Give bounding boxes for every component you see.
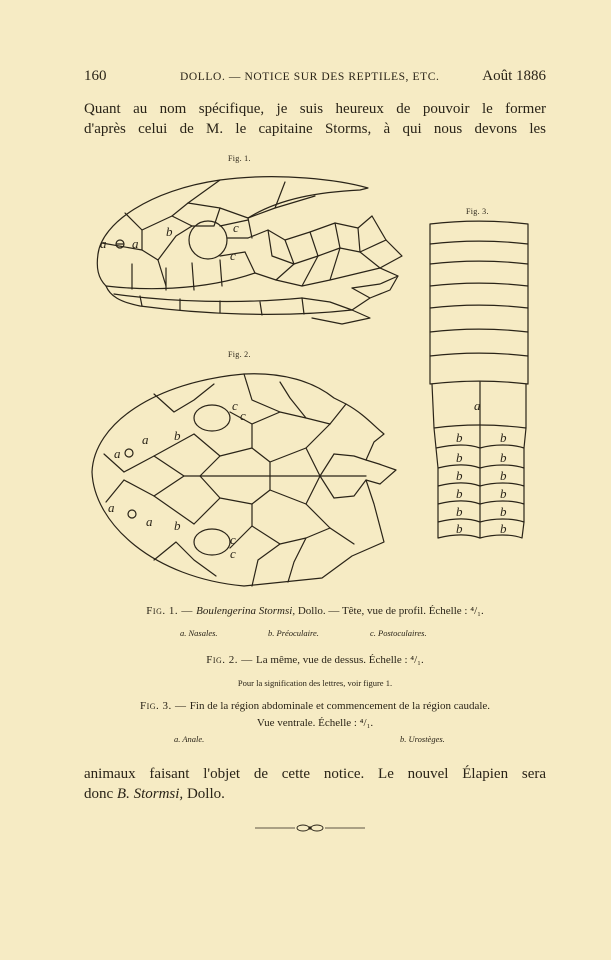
paragraph-bottom-line-1: animaux faisant l'objet de cette notice. Le nouvel Élapien sera: [84, 766, 546, 782]
fig3-letter-b12: b: [500, 521, 507, 536]
fig1-letter-b: b: [166, 224, 173, 239]
fig3-label: Fig. 3.: [466, 207, 489, 216]
fig3-letter-b5: b: [456, 468, 463, 483]
fig3-ventral-scales: [424, 220, 534, 546]
fig2-label: Fig. 2.: [228, 350, 251, 359]
fig1-letter-c2: c: [230, 248, 236, 263]
fig3-abdominal-plates: [430, 221, 528, 244]
running-header: [84, 68, 546, 88]
fig2-eye-top: [194, 405, 230, 431]
running-title: DOLLO. — NOTICE SUR DES REPTILES, ETC.: [180, 71, 440, 83]
fig2-eye-bottom: [194, 529, 230, 555]
fig1-legend-a: a. Nasales.: [180, 628, 218, 638]
fig2-letter-a2: a: [142, 432, 149, 447]
fig2-caption-prefix: Fig. 2. —: [206, 654, 257, 666]
fig2-caption: [84, 654, 546, 666]
fig3-letter-b6: b: [500, 468, 507, 483]
fig3-caption-prefix: Fig. 3. —: [139, 700, 190, 712]
end-ornament: [255, 823, 365, 833]
fig1-letter-c1: c: [233, 220, 239, 235]
header-date: Août 1886: [482, 68, 546, 84]
fig3-letter-b4: b: [500, 450, 507, 465]
fig3-letter-b8: b: [500, 486, 507, 501]
fig2-letter-c1: c: [232, 398, 238, 413]
fig2-letter-a3: a: [108, 500, 115, 515]
fig3-letter-b3: b: [456, 450, 463, 465]
fig1-caption-rest: Dollo. — Tête, vue de profil. Échelle : ⁴/₁.: [295, 605, 484, 617]
fig3-legend-b: b. Urostèges.: [400, 734, 445, 744]
paragraph-bottom: [84, 764, 546, 804]
fig1-caption: [84, 605, 546, 617]
paragraph-top-line-1: Quant au nom spécifique, je suis heureux de pouvoir le former: [84, 101, 546, 117]
fig3-legend-a: a. Anale.: [174, 734, 205, 744]
page-number: 160: [84, 68, 107, 84]
fig2-letter-b1: b: [174, 428, 181, 443]
fig1-label: Fig. 1.: [228, 154, 251, 163]
fig2-note: Pour la signification des lettres, voir figure 1.: [237, 678, 393, 688]
fig2-letter-c4: c: [230, 546, 236, 561]
fig1-caption-prefix: Fig. 1. —: [146, 605, 197, 617]
fig3-letter-b1: b: [456, 430, 463, 445]
fig3-caption-rest: Fin de la région abdominale et commencement de la région caudale.: [189, 700, 491, 712]
fig2-letter-b2: b: [174, 518, 181, 533]
fig2-head-outline: [92, 374, 396, 586]
paragraph-bottom-line-2: [84, 784, 546, 804]
fig1-legend-b: b. Préoculaire.: [268, 628, 319, 638]
fig3-letter-b9: b: [456, 504, 463, 519]
fig3-letter-b10: b: [500, 504, 507, 519]
fig2-letter-a4: a: [146, 514, 153, 529]
fig1-caption-species: Boulengerina Stormsi,: [196, 605, 296, 617]
fig1-head-outline: [98, 177, 368, 254]
fig3-caption-line2: Vue ventrale. Échelle : ⁴/₁.: [256, 717, 374, 729]
fig3-letter-a: a: [474, 398, 481, 413]
paragraph-top: [84, 99, 546, 139]
fig2-nostril-top: [125, 449, 133, 457]
fig1-head-profile: [80, 168, 410, 333]
fig3-letter-b2: b: [500, 430, 507, 445]
fig2-letter-c3: c: [230, 532, 236, 547]
fig3-letter-b7: b: [456, 486, 463, 501]
fig1-legend-c: c. Postoculaires.: [370, 628, 427, 638]
paragraph-bottom-line-2-pre: donc: [84, 786, 117, 802]
paragraph-bottom-line-2-post: Dollo.: [183, 786, 225, 802]
fig2-letter-c2: c: [240, 408, 246, 423]
fig1-letter-a1: a: [100, 236, 107, 251]
paragraph-bottom-species: B. Stormsi,: [116, 786, 184, 802]
paragraph-top-line-2: d'après celui de M. le capitaine Storms, à qui nous devons les: [84, 121, 546, 137]
fig2-nostril-bottom: [128, 510, 136, 518]
fig2-head-dorsal: [84, 364, 404, 594]
fig2-caption-rest: La même, vue de dessus. Échelle : ⁴/₁.: [256, 654, 424, 666]
fig3-caption-line1: [84, 700, 546, 712]
fig1-letter-a2: a: [132, 236, 139, 251]
fig2-letter-a1: a: [114, 446, 121, 461]
fig1-eye: [189, 221, 227, 259]
fig3-letter-b11: b: [456, 521, 463, 536]
